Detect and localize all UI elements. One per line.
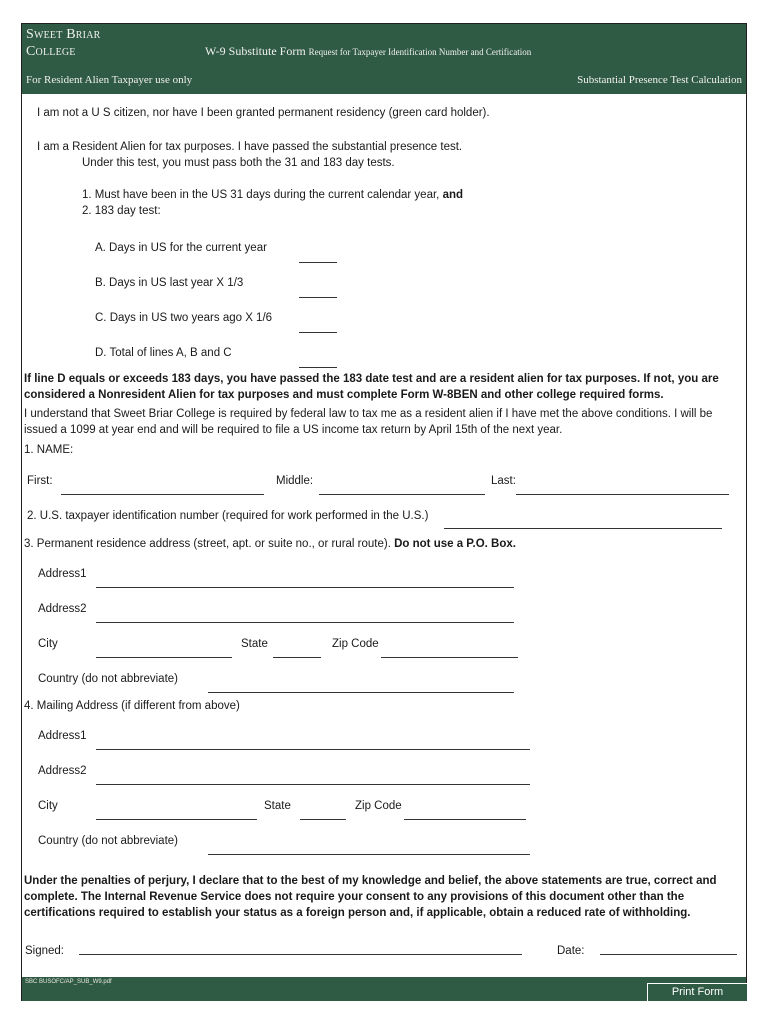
perm-city-field[interactable] xyxy=(96,657,232,658)
resident-alien-note: For Resident Alien Taxpayer use only xyxy=(26,74,193,86)
perm-country-label: Country (do not abbreviate) xyxy=(38,673,178,685)
form-sheet xyxy=(21,23,747,1001)
permanent-address-heading xyxy=(24,537,516,551)
permanent-address-heading-text: 3. Permanent residence address (street, apt. or suite no., or rural route). xyxy=(24,538,391,550)
form-subtitle: Request for Taxpayer Identification Number and Certification xyxy=(308,47,532,57)
date-field[interactable] xyxy=(600,954,737,955)
print-form-button[interactable]: Print Form xyxy=(647,983,748,1002)
tax-understanding: I understand that Sweet Briar College is required by federal law to tax me as a resident alien if I have met the above conditions. I will be issued a 1099 at year end and will be required to file a US income tax return by April 15th of the next year. xyxy=(24,408,713,436)
days-line-c-field[interactable] xyxy=(299,332,337,333)
test-explanation: Under this test, you must pass both the 31 and 183 day tests. xyxy=(82,157,395,169)
days-line-b-field[interactable] xyxy=(299,297,337,298)
logo-line1: Sweet Briar xyxy=(26,27,101,42)
perm-state-field[interactable] xyxy=(273,657,321,658)
test-183-day: 2. 183 day test: xyxy=(82,205,161,217)
mail-zip-field[interactable] xyxy=(404,819,526,820)
mail-address1-field[interactable] xyxy=(96,749,530,750)
resident-statement: I am a Resident Alien for tax purposes. I have passed the substantial presence test. xyxy=(37,141,463,153)
document-code: SBC BUSOFC/AP_SUB_W9.pdf xyxy=(25,979,112,985)
last-name-label: Last: xyxy=(491,475,516,487)
perm-country-field[interactable] xyxy=(208,692,514,693)
form-title xyxy=(205,44,531,59)
middle-name-label: Middle: xyxy=(276,475,314,487)
perm-state-label: State xyxy=(241,638,268,650)
name-heading: 1. NAME: xyxy=(24,444,74,456)
mail-country-field[interactable] xyxy=(208,854,530,855)
test-31-and: and xyxy=(442,189,464,201)
middle-name-field[interactable] xyxy=(319,494,485,495)
mailing-address-heading: 4. Mailing Address (if different from above) xyxy=(24,700,240,712)
signed-label: Signed: xyxy=(25,945,65,957)
days-line-a-field[interactable] xyxy=(299,262,337,263)
form-title-main: W-9 Substitute Form xyxy=(205,44,306,58)
perm-address1-label: Address1 xyxy=(38,568,87,580)
not-citizen-statement: I am not a U S citizen, nor have I been granted permanent residency (green card holder). xyxy=(37,107,490,119)
mail-zip-label: Zip Code xyxy=(355,800,402,812)
mail-city-field[interactable] xyxy=(96,819,257,820)
mail-state-field[interactable] xyxy=(300,819,346,820)
first-name-field[interactable] xyxy=(61,494,264,495)
first-name-label: First: xyxy=(27,475,53,487)
perm-city-label: City xyxy=(38,638,58,650)
college-logo xyxy=(26,26,100,60)
tin-field[interactable] xyxy=(444,528,722,529)
perm-address1-field[interactable] xyxy=(96,587,514,588)
tin-label: 2. U.S. taxpayer identification number (required for work performed in the U.S.) xyxy=(27,510,429,522)
perm-zip-label: Zip Code xyxy=(332,638,379,650)
days-line-a-label: A. Days in US for the current year xyxy=(95,242,267,254)
form-header xyxy=(22,24,746,94)
mail-address2-field[interactable] xyxy=(96,784,530,785)
resident-alien-notice: If line D equals or exceeds 183 days, you have passed the 183 date test and are a resident alien for tax purposes. If not, you are considered a Nonresident Alien for tax purposes and must complete Form W-8BEN and other college required forms. xyxy=(24,373,719,401)
mail-city-label: City xyxy=(38,800,58,812)
logo-line2: College xyxy=(26,44,76,59)
mail-address1-label: Address1 xyxy=(38,730,87,742)
last-name-field[interactable] xyxy=(516,494,729,495)
signature-field[interactable] xyxy=(79,954,522,955)
test-31-text: 1. Must have been in the US 31 days during the current calendar year, xyxy=(82,189,440,201)
date-label: Date: xyxy=(557,945,585,957)
perm-zip-field[interactable] xyxy=(381,657,518,658)
days-line-d-label: D. Total of lines A, B and C xyxy=(95,347,232,359)
calculation-note: Substantial Presence Test Calculation xyxy=(577,74,742,86)
perjury-statement: Under the penalties of perjury, I declare that to the best of my knowledge and belief, the above statements are true, correct and complete. The Internal Revenue Service does not require your consent to any provisions of this document other than the certifications required to establish your status as a foreign person and, if applicable, obtain a reduced rate of withholding. xyxy=(24,875,717,919)
mail-country-label: Country (do not abbreviate) xyxy=(38,835,178,847)
days-line-c-label: C. Days in US two years ago X 1/6 xyxy=(95,312,273,324)
test-31-day xyxy=(82,188,463,202)
perm-address2-label: Address2 xyxy=(38,603,87,615)
days-line-b-label: B. Days in US last year X 1/3 xyxy=(95,277,244,289)
no-po-box-note: Do not use a P.O. Box. xyxy=(394,538,516,550)
mail-address2-label: Address2 xyxy=(38,765,87,777)
days-line-d-field[interactable] xyxy=(299,367,337,368)
mail-state-label: State xyxy=(264,800,291,812)
form-footer xyxy=(22,977,746,1001)
perm-address2-field[interactable] xyxy=(96,622,514,623)
